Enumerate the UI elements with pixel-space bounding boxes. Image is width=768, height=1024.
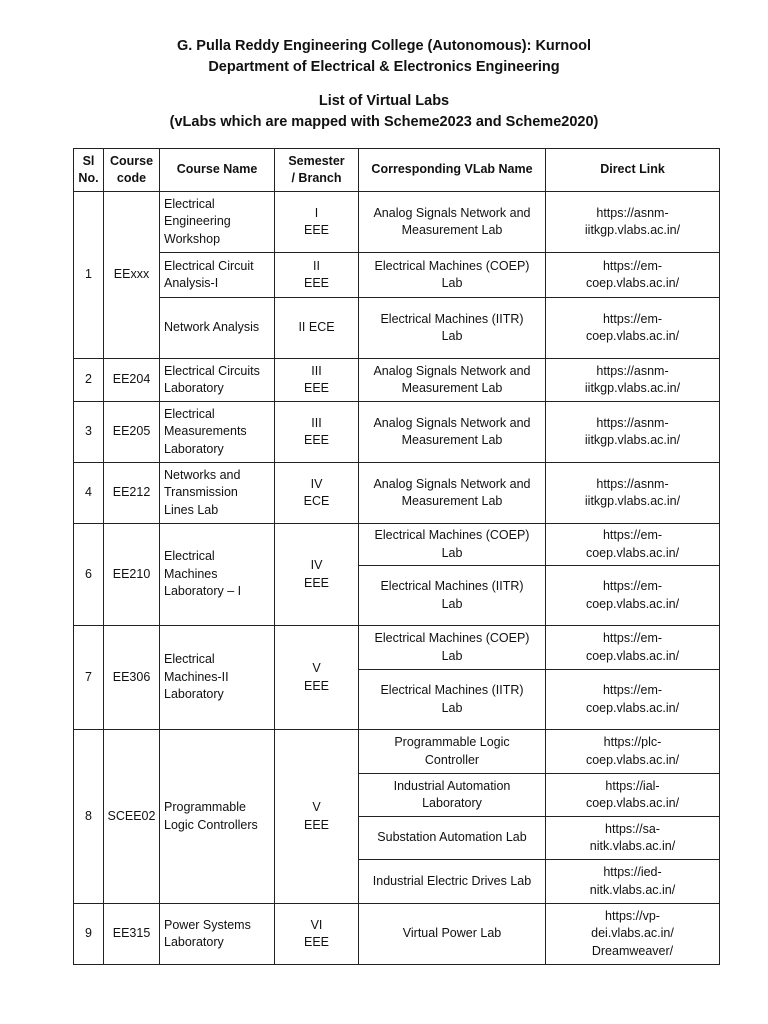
course-name-cell: Power Systems Laboratory — [160, 904, 275, 965]
vlab-name-cell: Substation Automation Lab — [359, 817, 546, 860]
direct-link-cell[interactable]: https://em- coep.vlabs.ac.in/ — [546, 670, 720, 730]
sl-no-cell: 6 — [74, 524, 104, 626]
course-name-cell: Programmable Logic Controllers — [160, 730, 275, 904]
table-row — [74, 463, 720, 524]
header-vlab-name: Corresponding VLab Name — [359, 149, 546, 192]
vlab-name-cell: Electrical Machines (COEP) Lab — [359, 626, 546, 670]
document-title-block — [0, 91, 768, 133]
course-code-cell: EE205 — [104, 402, 160, 463]
course-name-cell: Network Analysis — [160, 298, 275, 359]
semester-branch-cell: I EEE — [275, 192, 359, 253]
course-name-cell: Electrical Measurements Laboratory — [160, 402, 275, 463]
sl-no-cell: 9 — [74, 904, 104, 965]
sl-no-cell: 7 — [74, 626, 104, 730]
course-code-cell: EE212 — [104, 463, 160, 524]
course-name-cell: Electrical Circuit Analysis-I — [160, 253, 275, 298]
vlab-name-cell: Analog Signals Network and Measurement Lab — [359, 359, 546, 402]
direct-link-cell[interactable]: https://asnm- iitkgp.vlabs.ac.in/ — [546, 192, 720, 253]
header-course-name: Course Name — [160, 149, 275, 192]
direct-link-cell[interactable]: https://em- coep.vlabs.ac.in/ — [546, 298, 720, 359]
vlab-name-cell: Electrical Machines (IITR) Lab — [359, 298, 546, 359]
document-subtitle: (vLabs which are mapped with Scheme2023 and Scheme2020) — [169, 114, 599, 130]
vlab-name-cell: Analog Signals Network and Measurement Lab — [359, 463, 546, 524]
semester-branch-cell: II ECE — [275, 298, 359, 359]
direct-link-cell[interactable]: https://plc- coep.vlabs.ac.in/ — [546, 730, 720, 774]
table-row — [74, 524, 720, 566]
department-name: Department of Electrical & Electronics Engineering — [208, 59, 560, 75]
direct-link-cell[interactable]: https://ial- coep.vlabs.ac.in/ — [546, 774, 720, 817]
vlab-name-cell: Programmable Logic Controller — [359, 730, 546, 774]
table-row — [74, 359, 720, 402]
semester-branch-cell: III EEE — [275, 402, 359, 463]
semester-branch-cell: V EEE — [275, 626, 359, 730]
vlab-name-cell: Electrical Machines (IITR) Lab — [359, 566, 546, 626]
table-row — [74, 626, 720, 670]
semester-branch-cell: V EEE — [275, 730, 359, 904]
table-row — [74, 904, 720, 965]
vlab-name-cell: Electrical Machines (COEP) Lab — [359, 253, 546, 298]
virtual-labs-table — [73, 148, 720, 965]
direct-link-cell[interactable]: https://asnm- iitkgp.vlabs.ac.in/ — [546, 359, 720, 402]
table-row — [74, 192, 720, 253]
sl-no-cell: 2 — [74, 359, 104, 402]
course-code-cell: EE306 — [104, 626, 160, 730]
direct-link-cell[interactable]: https://em- coep.vlabs.ac.in/ — [546, 626, 720, 670]
sl-no-cell: 1 — [74, 192, 104, 359]
document-title: List of Virtual Labs — [318, 93, 450, 109]
table-row — [74, 402, 720, 463]
direct-link-cell[interactable]: https://vp- dei.vlabs.ac.in/ Dreamweaver/ — [546, 904, 720, 965]
course-code-cell: EE204 — [104, 359, 160, 402]
vlab-name-cell: Industrial Electric Drives Lab — [359, 860, 546, 904]
college-name: G. Pulla Reddy Engineering College (Autonomous): Kurnool — [176, 38, 592, 54]
course-code-cell: EExxx — [104, 192, 160, 359]
document-header — [0, 36, 768, 78]
semester-branch-cell: III EEE — [275, 359, 359, 402]
vlab-name-cell: Analog Signals Network and Measurement Lab — [359, 192, 546, 253]
table-body — [74, 192, 720, 965]
direct-link-cell[interactable]: https://asnm- iitkgp.vlabs.ac.in/ — [546, 402, 720, 463]
vlab-name-cell: Virtual Power Lab — [359, 904, 546, 965]
header-sl-no: Sl No. — [74, 149, 104, 192]
vlab-name-cell: Analog Signals Network and Measurement Lab — [359, 402, 546, 463]
header-direct-link: Direct Link — [546, 149, 720, 192]
vlab-name-cell: Electrical Machines (IITR) Lab — [359, 670, 546, 730]
semester-branch-cell: IV EEE — [275, 524, 359, 626]
semester-branch-cell: II EEE — [275, 253, 359, 298]
course-name-cell: Electrical Engineering Workshop — [160, 192, 275, 253]
semester-branch-cell: IV ECE — [275, 463, 359, 524]
table-row — [74, 298, 720, 359]
header-semester-branch: Semester / Branch — [275, 149, 359, 192]
direct-link-cell[interactable]: https://em- coep.vlabs.ac.in/ — [546, 524, 720, 566]
vlab-name-cell: Industrial Automation Laboratory — [359, 774, 546, 817]
course-name-cell: Electrical Machines Laboratory – I — [160, 524, 275, 626]
sl-no-cell: 4 — [74, 463, 104, 524]
direct-link-cell[interactable]: https://em- coep.vlabs.ac.in/ — [546, 253, 720, 298]
sl-no-cell: 3 — [74, 402, 104, 463]
direct-link-cell[interactable]: https://em- coep.vlabs.ac.in/ — [546, 566, 720, 626]
direct-link-cell[interactable]: https://sa- nitk.vlabs.ac.in/ — [546, 817, 720, 860]
semester-branch-cell: VI EEE — [275, 904, 359, 965]
sl-no-cell: 8 — [74, 730, 104, 904]
vlab-name-cell: Electrical Machines (COEP) Lab — [359, 524, 546, 566]
course-code-cell: EE315 — [104, 904, 160, 965]
header-course-code: Course code — [104, 149, 160, 192]
direct-link-cell[interactable]: https://asnm- iitkgp.vlabs.ac.in/ — [546, 463, 720, 524]
course-name-cell: Electrical Machines-II Laboratory — [160, 626, 275, 730]
table-row — [74, 253, 720, 298]
course-code-cell: EE210 — [104, 524, 160, 626]
direct-link-cell[interactable]: https://ied- nitk.vlabs.ac.in/ — [546, 860, 720, 904]
course-name-cell: Networks and Transmission Lines Lab — [160, 463, 275, 524]
course-code-cell: SCEE02 — [104, 730, 160, 904]
table-header-row — [74, 149, 720, 192]
course-name-cell: Electrical Circuits Laboratory — [160, 359, 275, 402]
table-row — [74, 730, 720, 774]
